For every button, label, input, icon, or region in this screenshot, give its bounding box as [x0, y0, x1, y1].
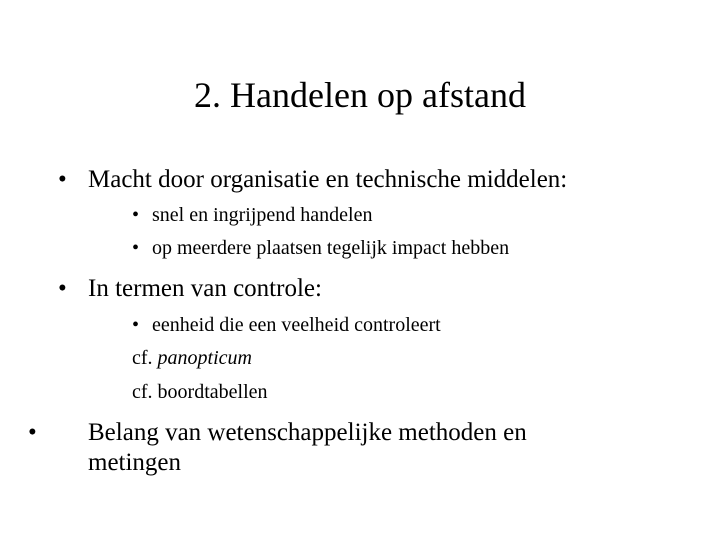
sub-bullet-eenheid: [132, 313, 441, 337]
bullet-icon: •: [132, 314, 140, 336]
ref-panopticum: [132, 346, 252, 370]
bullet-icon: •: [58, 166, 67, 193]
ref-prefix: cf.: [132, 381, 158, 403]
ref-boordtabellen: [132, 380, 268, 404]
bullet-icon: •: [58, 275, 67, 302]
sub-bullet-meerdere: [132, 236, 509, 260]
bullet-text: Macht door organisatie en technische middelen:: [88, 166, 568, 193]
sub-bullet-snel: [132, 203, 373, 227]
bullet-icon: •: [132, 237, 140, 259]
bullet-text: Belang van wetenschappelijke methoden en metingen: [88, 419, 527, 476]
bullet-belang: [28, 418, 618, 478]
sub-bullet-text: op meerdere plaatsen tegelijk impact hebben: [152, 237, 510, 259]
ref-term: boordtabellen: [157, 381, 268, 403]
bullet-macht: [58, 165, 567, 195]
slide-title: 2. Handelen op afstand: [194, 75, 526, 115]
sub-bullet-text: snel en ingrijpend handelen: [152, 204, 373, 226]
ref-prefix: cf.: [132, 347, 158, 369]
bullet-controle: [58, 274, 322, 304]
bullet-icon: •: [28, 419, 37, 446]
bullet-text: In termen van controle:: [88, 275, 322, 302]
ref-term: panopticum: [157, 347, 252, 369]
bullet-icon: •: [132, 204, 140, 226]
sub-bullet-text: eenheid die een veelheid controleert: [152, 314, 441, 336]
